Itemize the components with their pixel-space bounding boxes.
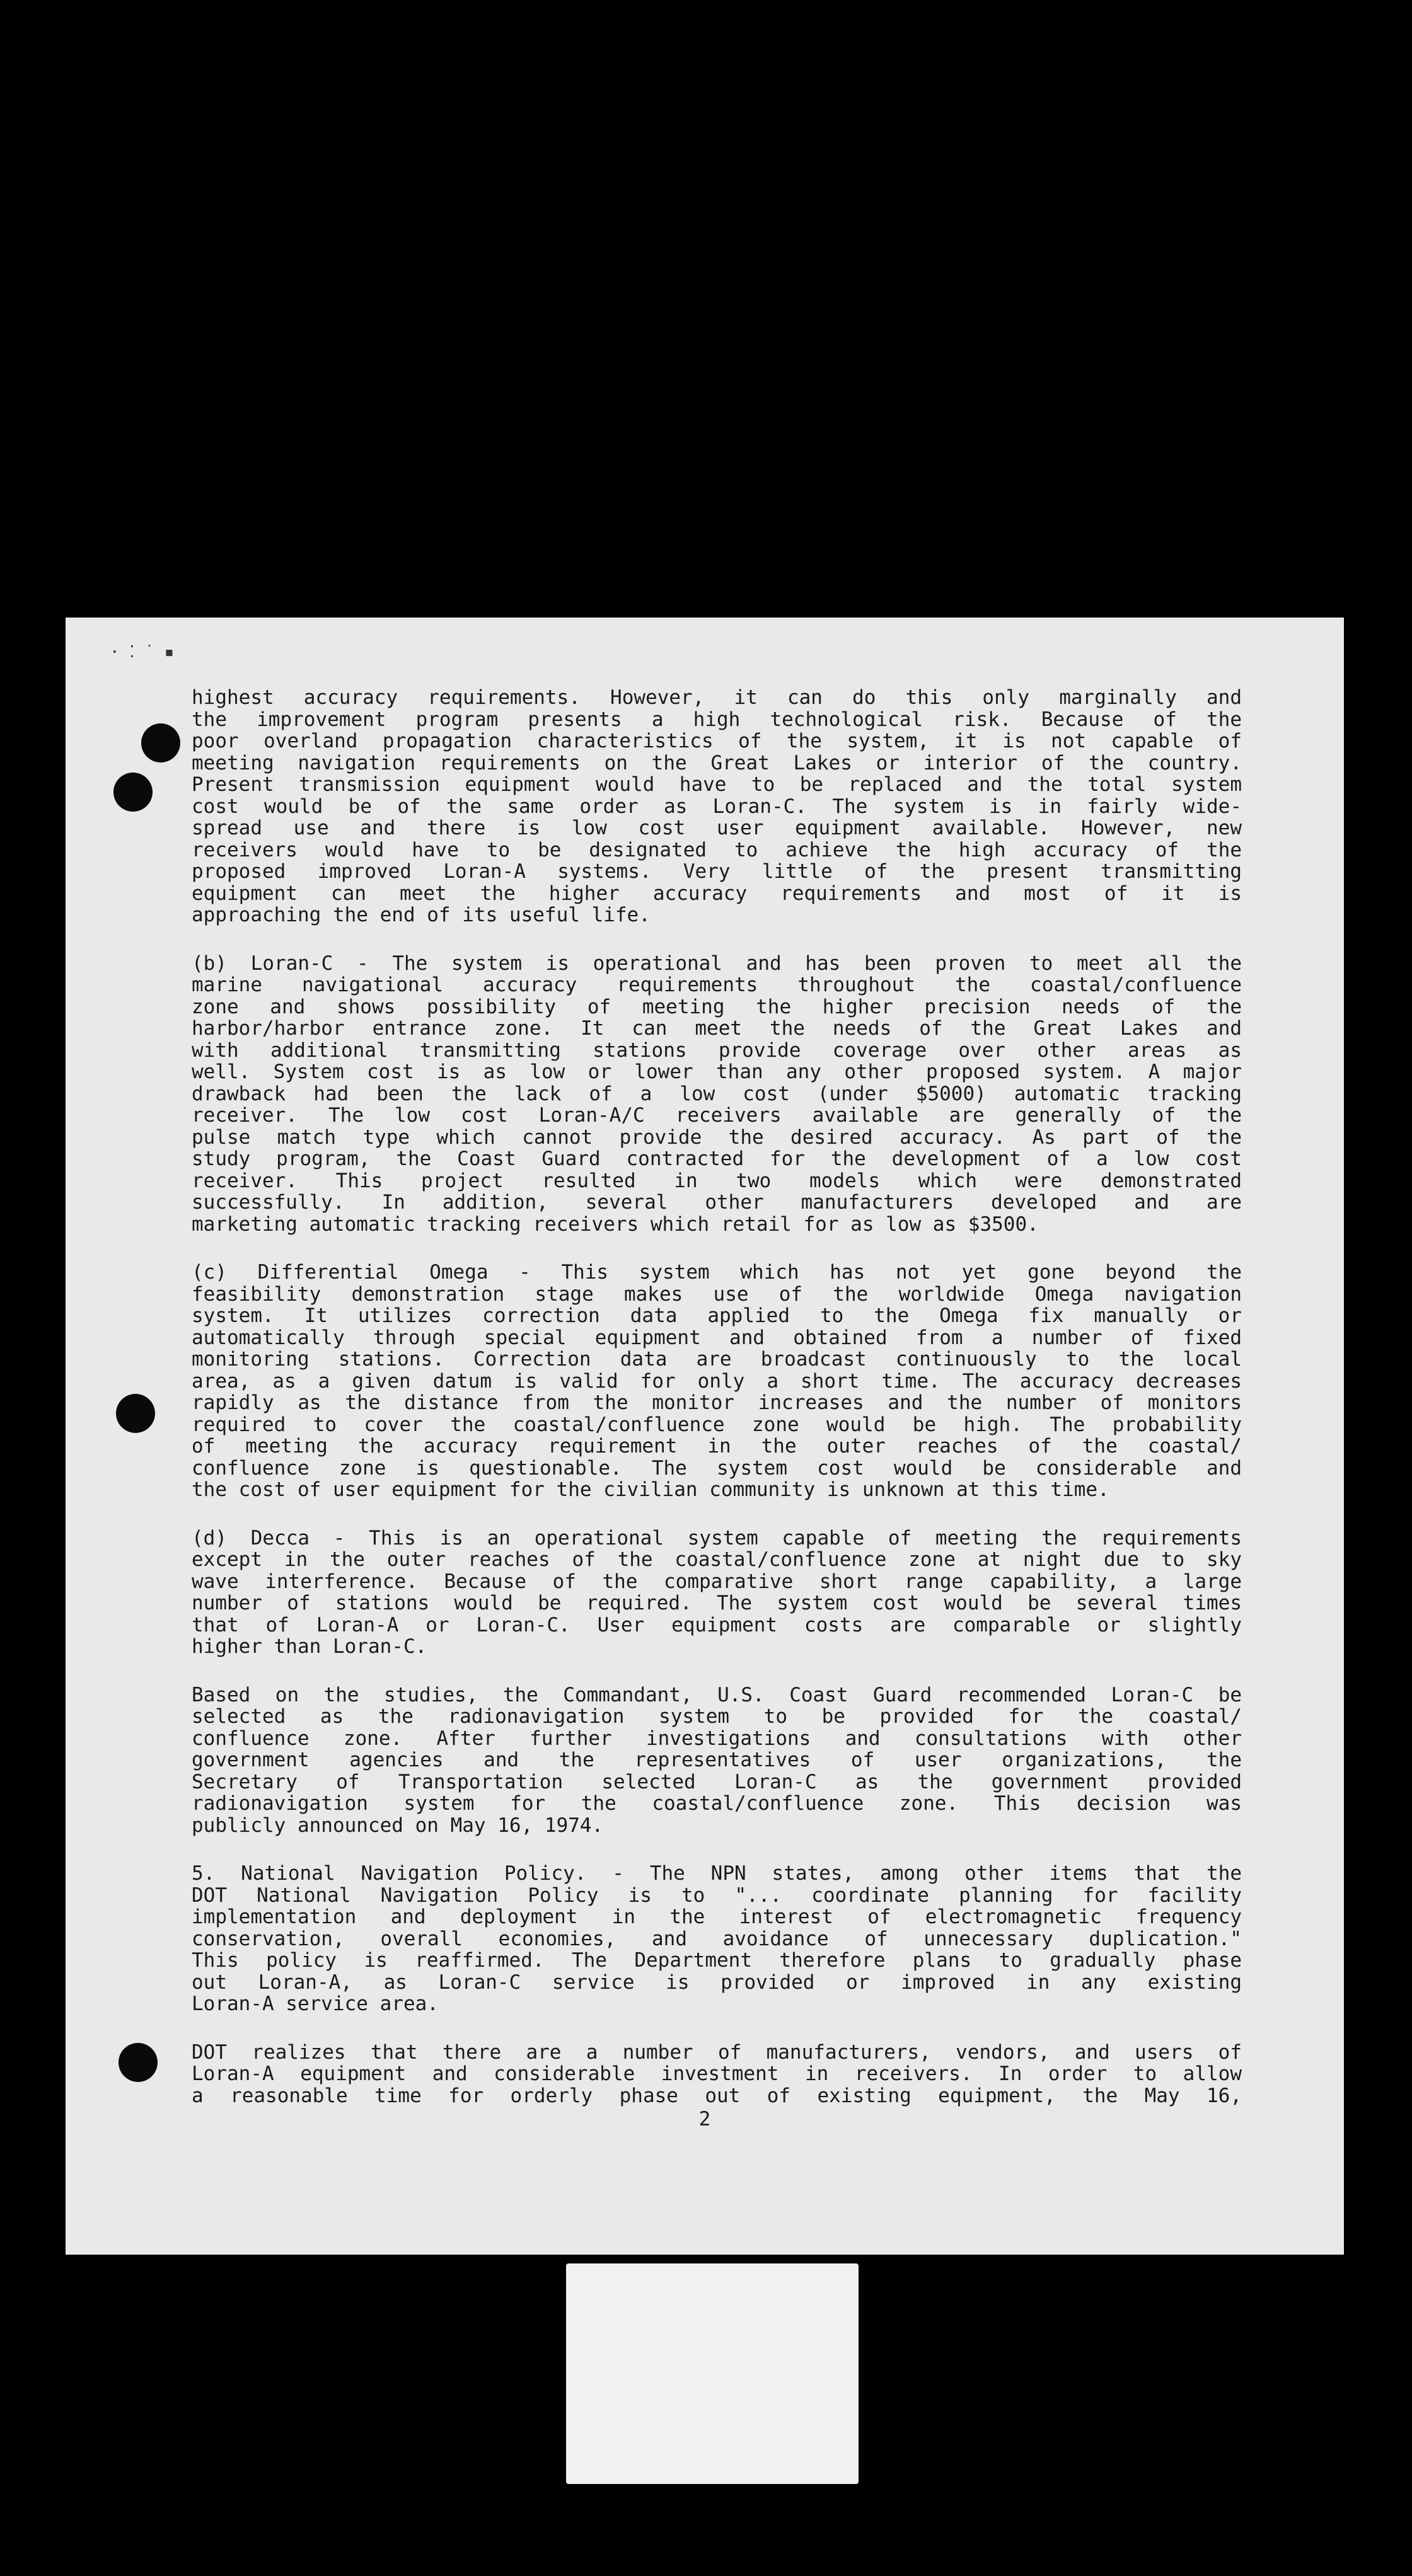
punch-hole xyxy=(113,773,153,812)
text-line: pulse match type which cannot provide the desired accuracy. As part of the xyxy=(192,1125,1242,1149)
scan-specks: · ⁚ ˙ ▪ xyxy=(110,643,175,662)
paragraph xyxy=(192,953,1242,1236)
document-page xyxy=(66,618,1344,2255)
text-line: confluence zone is questionable. The system cost would be considerable and xyxy=(192,1456,1242,1480)
text-line: receiver. This project resulted in two models which were demonstrated xyxy=(192,1169,1242,1192)
text-line: rapidly as the distance from the monitor increases and the number of monitors xyxy=(192,1391,1242,1414)
text-line: publicly announced on May 16, 1974. xyxy=(192,1814,604,1837)
text-line: spread use and there is low cost user equipment available. However, new xyxy=(192,817,1242,839)
text-line: that of Loran-A or Loran-C. User equipment costs are comparable or slightly xyxy=(192,1613,1242,1636)
text-line: DOT realizes that there are a number of manufacturers, vendors, and users of xyxy=(192,2040,1242,2064)
text-line: monitoring stations. Correction data are broadcast continuously to the local xyxy=(192,1348,1242,1371)
text-line: receiver. The low cost Loran-A/C receivers available are generally of the xyxy=(192,1104,1242,1127)
text-line: equipment can meet the higher accuracy requirements and most of it is xyxy=(192,882,1242,905)
text-line: confluence zone. After further investigations and consultations with other xyxy=(192,1727,1242,1750)
text-line: cost would be of the same order as Loran-C. The system is in fairly wide- xyxy=(192,795,1242,818)
text-line: 5. National Navigation Policy. - The NPN states, among other items that the xyxy=(192,1862,1242,1885)
paragraph xyxy=(192,1684,1242,1837)
text-line: receivers would have to be designated to achieve the high accuracy of the xyxy=(192,838,1242,861)
text-line: with additional transmitting stations provide coverage over other areas as xyxy=(192,1038,1242,1062)
text-line: highest accuracy requirements. However, it can do this only marginally and xyxy=(192,686,1242,709)
text-line: drawback had been the lack of a low cost (under $5000) automatic tracking xyxy=(192,1082,1242,1105)
punch-hole xyxy=(116,1394,155,1433)
text-line: feasibility demonstration stage makes use of the worldwide Omega navigation xyxy=(192,1282,1242,1306)
text-line: radionavigation system for the coastal/confluence zone. This decision was xyxy=(192,1792,1242,1815)
document-body xyxy=(192,687,1242,2133)
paragraph xyxy=(192,687,1242,926)
paragraph xyxy=(192,1863,1242,2015)
text-line: wave interference. Because of the comparative short range capability, a large xyxy=(192,1570,1242,1593)
text-line: the improvement program presents a high technological risk. Because of the xyxy=(192,708,1242,731)
text-line: Present transmission equipment would have to be replaced and the total system xyxy=(192,773,1242,796)
text-line: required to cover the coastal/confluence zone would be high. The probability xyxy=(192,1413,1242,1436)
text-line: except in the outer reaches of the coastal/confluence zone at night due to sky xyxy=(192,1548,1242,1571)
text-line: (d) Decca - This is an operational system capable of meeting the requirements xyxy=(192,1526,1242,1550)
text-line: selected as the radionavigation system to be provided for the coastal/ xyxy=(192,1705,1242,1728)
text-line: harbor/harbor entrance zone. It can meet the needs of the Great Lakes and xyxy=(192,1017,1242,1040)
text-line: Loran-A service area. xyxy=(192,1992,439,2015)
text-line: zone and shows possibility of meeting the higher precision needs of the xyxy=(192,995,1242,1018)
paragraph xyxy=(192,1262,1242,1501)
text-line: (c) Differential Omega - This system which has not yet gone beyond the xyxy=(192,1261,1242,1284)
text-line: of meeting the accuracy requirement in the outer reaches of the coastal/ xyxy=(192,1435,1242,1458)
text-line: DOT National Navigation Policy is to "... coordinate planning for facility xyxy=(192,1883,1242,1907)
page-number: 2 xyxy=(698,2108,711,2130)
text-line: government agencies and the representatives of user organizations, the xyxy=(192,1749,1242,1771)
punch-hole xyxy=(119,2043,158,2082)
text-line: proposed improved Loran-A systems. Very little of the present transmitting xyxy=(192,860,1242,883)
text-line: approaching the end of its useful life. xyxy=(192,904,651,926)
punch-hole xyxy=(141,723,180,762)
text-line: conservation, overall economies, and avoidance of unnecessary duplication." xyxy=(192,1927,1242,1950)
text-line: poor overland propagation characteristics of the system, it is not capable of xyxy=(192,730,1242,752)
text-line: marketing automatic tracking receivers which retail for as low as $3500. xyxy=(192,1212,1039,1236)
text-line: (b) Loran-C - The system is operational and has been proven to meet all the xyxy=(192,952,1242,975)
text-line: This policy is reaffirmed. The Department therefore plans to gradually phase xyxy=(192,1949,1242,1972)
text-line: the cost of user equipment for the civilian community is unknown at this time. xyxy=(192,1478,1109,1501)
text-line: implementation and deployment in the interest of electromagnetic frequency xyxy=(192,1906,1242,1928)
paper-slip xyxy=(566,2263,859,2484)
paragraph xyxy=(192,2042,1242,2107)
text-line: higher than Loran-C. xyxy=(192,1635,427,1658)
text-line: marine navigational accuracy requirements throughout the coastal/confluence xyxy=(192,974,1242,996)
paragraph xyxy=(192,1527,1242,1658)
text-line: number of stations would be required. The system cost would be several times xyxy=(192,1592,1242,1614)
text-line: out Loran-A, as Loran-C service is provided or improved in any existing xyxy=(192,1970,1242,1994)
text-line: study program, the Coast Guard contracted for the development of a low cost xyxy=(192,1147,1242,1170)
text-line: area, as a given datum is valid for only a short time. The accuracy decreases xyxy=(192,1369,1242,1393)
text-line: well. System cost is as low or lower than any other proposed system. A major xyxy=(192,1061,1242,1083)
text-line: Secretary of Transportation selected Loran-C as the government provided xyxy=(192,1770,1242,1793)
text-line: Loran-A equipment and considerable investment in receivers. In order to allow xyxy=(192,2062,1242,2085)
text-line: Based on the studies, the Commandant, U.S. Coast Guard recommended Loran-C be xyxy=(192,1683,1242,1706)
text-line: a reasonable time for orderly phase out of existing equipment, the May 16, xyxy=(192,2084,1242,2107)
text-line: system. It utilizes correction data applied to the Omega fix manually or xyxy=(192,1304,1242,1327)
text-line: meeting navigation requirements on the Great Lakes or interior of the country. xyxy=(192,751,1242,774)
text-line: successfully. In addition, several other manufacturers developed and are xyxy=(192,1191,1242,1214)
text-line: automatically through special equipment and obtained from a number of fixed xyxy=(192,1326,1242,1349)
